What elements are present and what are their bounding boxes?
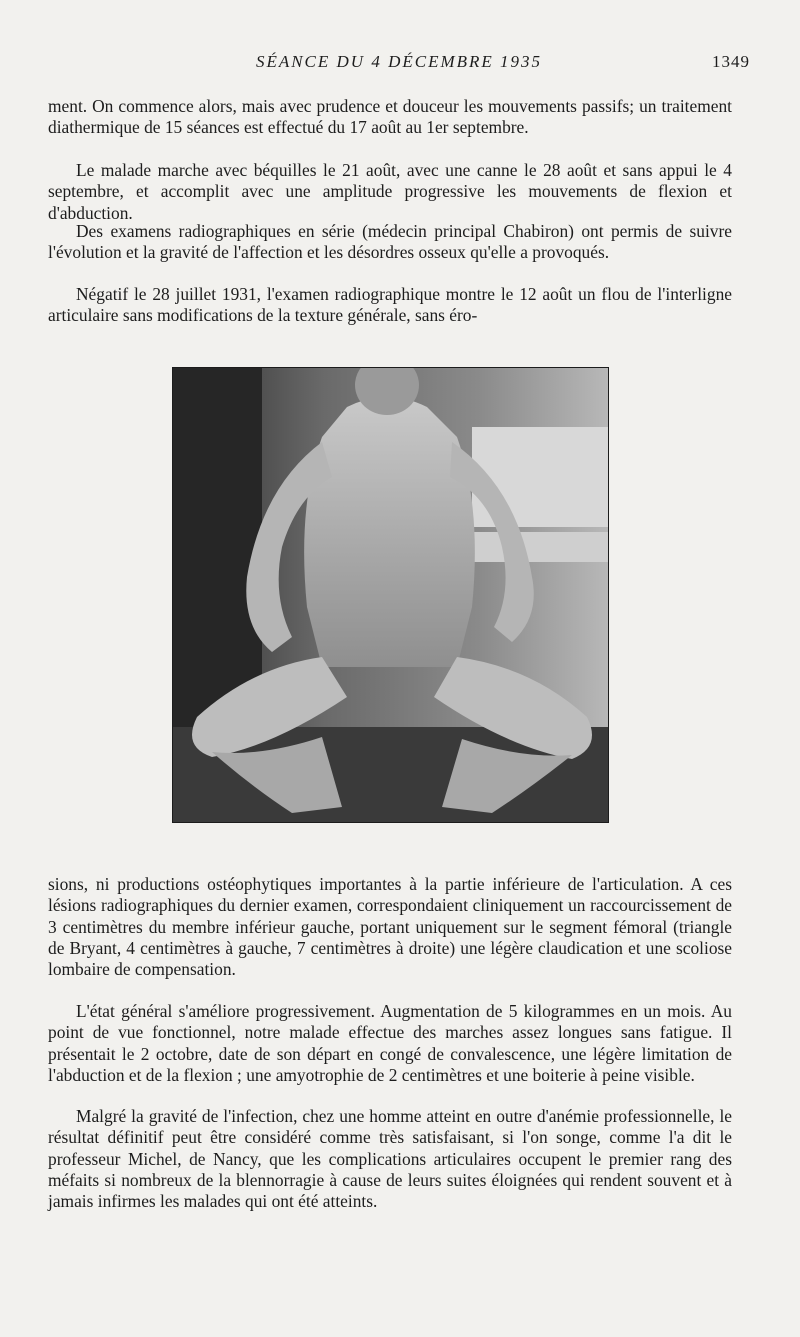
running-title: SÉANCE DU 4 DÉCEMBRE 1935 [255,52,543,71]
running-header [48,52,750,74]
paragraph-lesions: sions, ni productions ostéophytiques importantes à la partie inférieure de l'articulation. A ces lésions radiographiques du dernier examen, correspondaient cliniquement un raccourcissement de 3 centimètres du membre inférieur gauche, portant uniquement sur le segment fémoral (triangle de Bryant, 4 centimètres à gauche, 7 centimètres à droite) une légère claudication et une scoliose lombaire de compensation. [48,874,732,980]
paragraph-negative-exam: Négatif le 28 juillet 1931, l'examen radiographique montre le 12 août un flou de l'interligne articulaire sans modifications de la texture générale, sans éro- [48,284,732,326]
paragraph-continuation: ment. On commence alors, mais avec prudence et douceur les mouvements passifs; un traitement diathermique de 15 séances est effectué du 17 août au 1er septembre. [48,96,732,138]
paragraph-general-state: L'état général s'améliore progressivement. Augmentation de 5 kilogrammes en un mois. Au point de vue fonctionnel, notre malade effectue des marches assez longues sans fatigue. Il présentait le 2 octobre, date de son départ en congé de convalescence, une légère limitation de l'abduction et de la flexion ; une amyotrophie de 2 centimètres et une boiterie à peine visible. [48,1001,732,1085]
photograph-icon [172,367,609,823]
paragraph-conclusion: Malgré la gravité de l'infection, chez une homme atteint en outre d'anémie professionnelle, le résultat définitif peut être considéré comme très satisfaisant, si l'on songe, comme l'a dit le professeur Michel, de Nancy, que les complications articulaires occupent le premier rang des méfaits si nombreux de la blennorragie à cause de leurs suites éloignées qui rendent souvent et à jamais infirmes les malades qui ont été atteints. [48,1106,732,1212]
page-number: 1349 [712,52,750,71]
paragraph-radiography: Des examens radiographiques en série (médecin principal Chabiron) ont permis de suivre l'évolution et la gravité de l'affection et les désordres osseux qu'elle a provoqués. [48,221,732,263]
paragraph-walking: Le malade marche avec béquilles le 21 août, avec une canne le 28 août et sans appui le 4 septembre, et accomplit avec une amplitude progressive les mouvements de flexion et d'abduction. [48,160,732,223]
patient-photograph [172,367,609,823]
